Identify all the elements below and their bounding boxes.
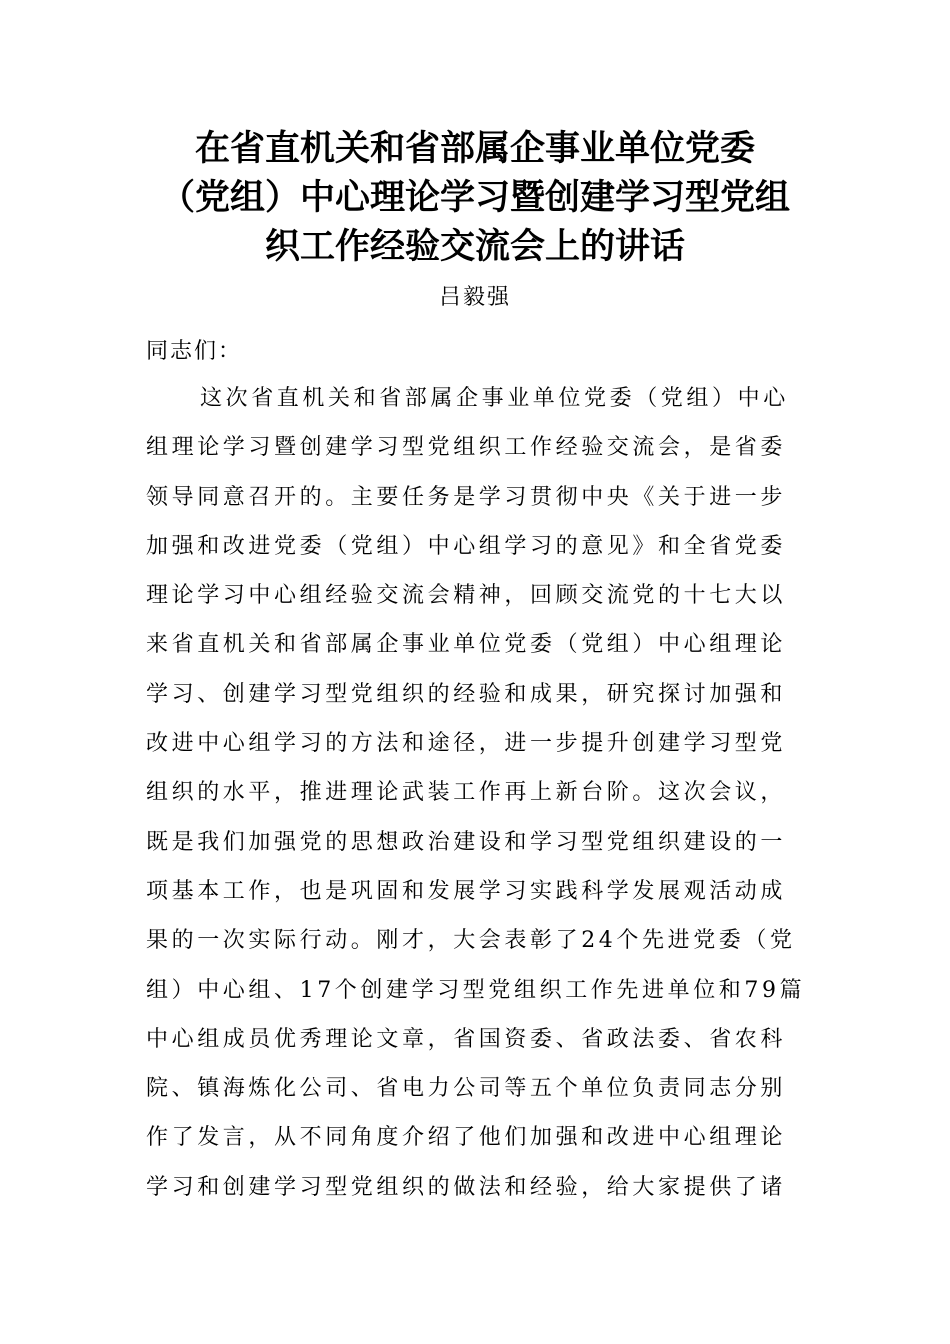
document-title [150,124,800,271]
body-line: 院、镇海炼化公司、省电力公司等五个单位负责同志分别 [146,1076,787,1102]
body-line: 改进中心组学习的方法和途径，进一步提升创建学习型党 [146,731,787,757]
body-line: 学习和创建学习型党组织的做法和经验，给大家提供了诸 [146,1174,787,1200]
body-line: 学习、创建学习型党组织的经验和成果，研究探讨加强和 [146,681,787,707]
body-line: 加强和改进党委（党组）中心组学习的意见》和全省党委 [146,533,787,559]
body-line: 组）中心组、17个创建学习型党组织工作先进单位和79篇 [146,977,806,1003]
body-line: 既是我们加强党的思想政治建设和学习型党组织建设的一 [146,829,787,855]
body-paragraph [146,380,806,1218]
body-line: 组理论学习暨创建学习型党组织工作经验交流会，是省委 [146,435,787,461]
title-line: 织工作经验交流会上的讲话 [264,226,685,267]
author-name: 吕毅强 [438,285,511,310]
body-line: 作了发言，从不同角度介绍了他们加强和改进中心组理论 [146,1125,787,1151]
body-line: 项基本工作，也是巩固和发展学习实践科学发展观活动成 [146,878,787,904]
title-line: 在省直机关和省部属企事业单位党委 [194,128,755,169]
body-line: 果的一次实际行动。刚才，大会表彰了24个先进党委（党 [146,928,796,954]
salutation: 同志们： [146,339,243,364]
body-line: 理论学习中心组经验交流会精神，回顾交流党的十七大以 [146,583,787,609]
body-line: 这次省直机关和省部属企事业单位党委（党组）中心 [200,386,789,411]
body-line: 领导同意召开的。主要任务是学习贯彻中央《关于进一步 [146,484,787,510]
body-line: 来省直机关和省部属企事业单位党委（党组）中心组理论 [146,632,787,658]
body-line: 组织的水平，推进理论武装工作再上新台阶。这次会议， [146,780,787,806]
body-line: 中心组成员优秀理论文章，省国资委、省政法委、省农科 [146,1026,787,1052]
title-line: （党组）中心理论学习暨创建学习型党组 [159,177,790,218]
